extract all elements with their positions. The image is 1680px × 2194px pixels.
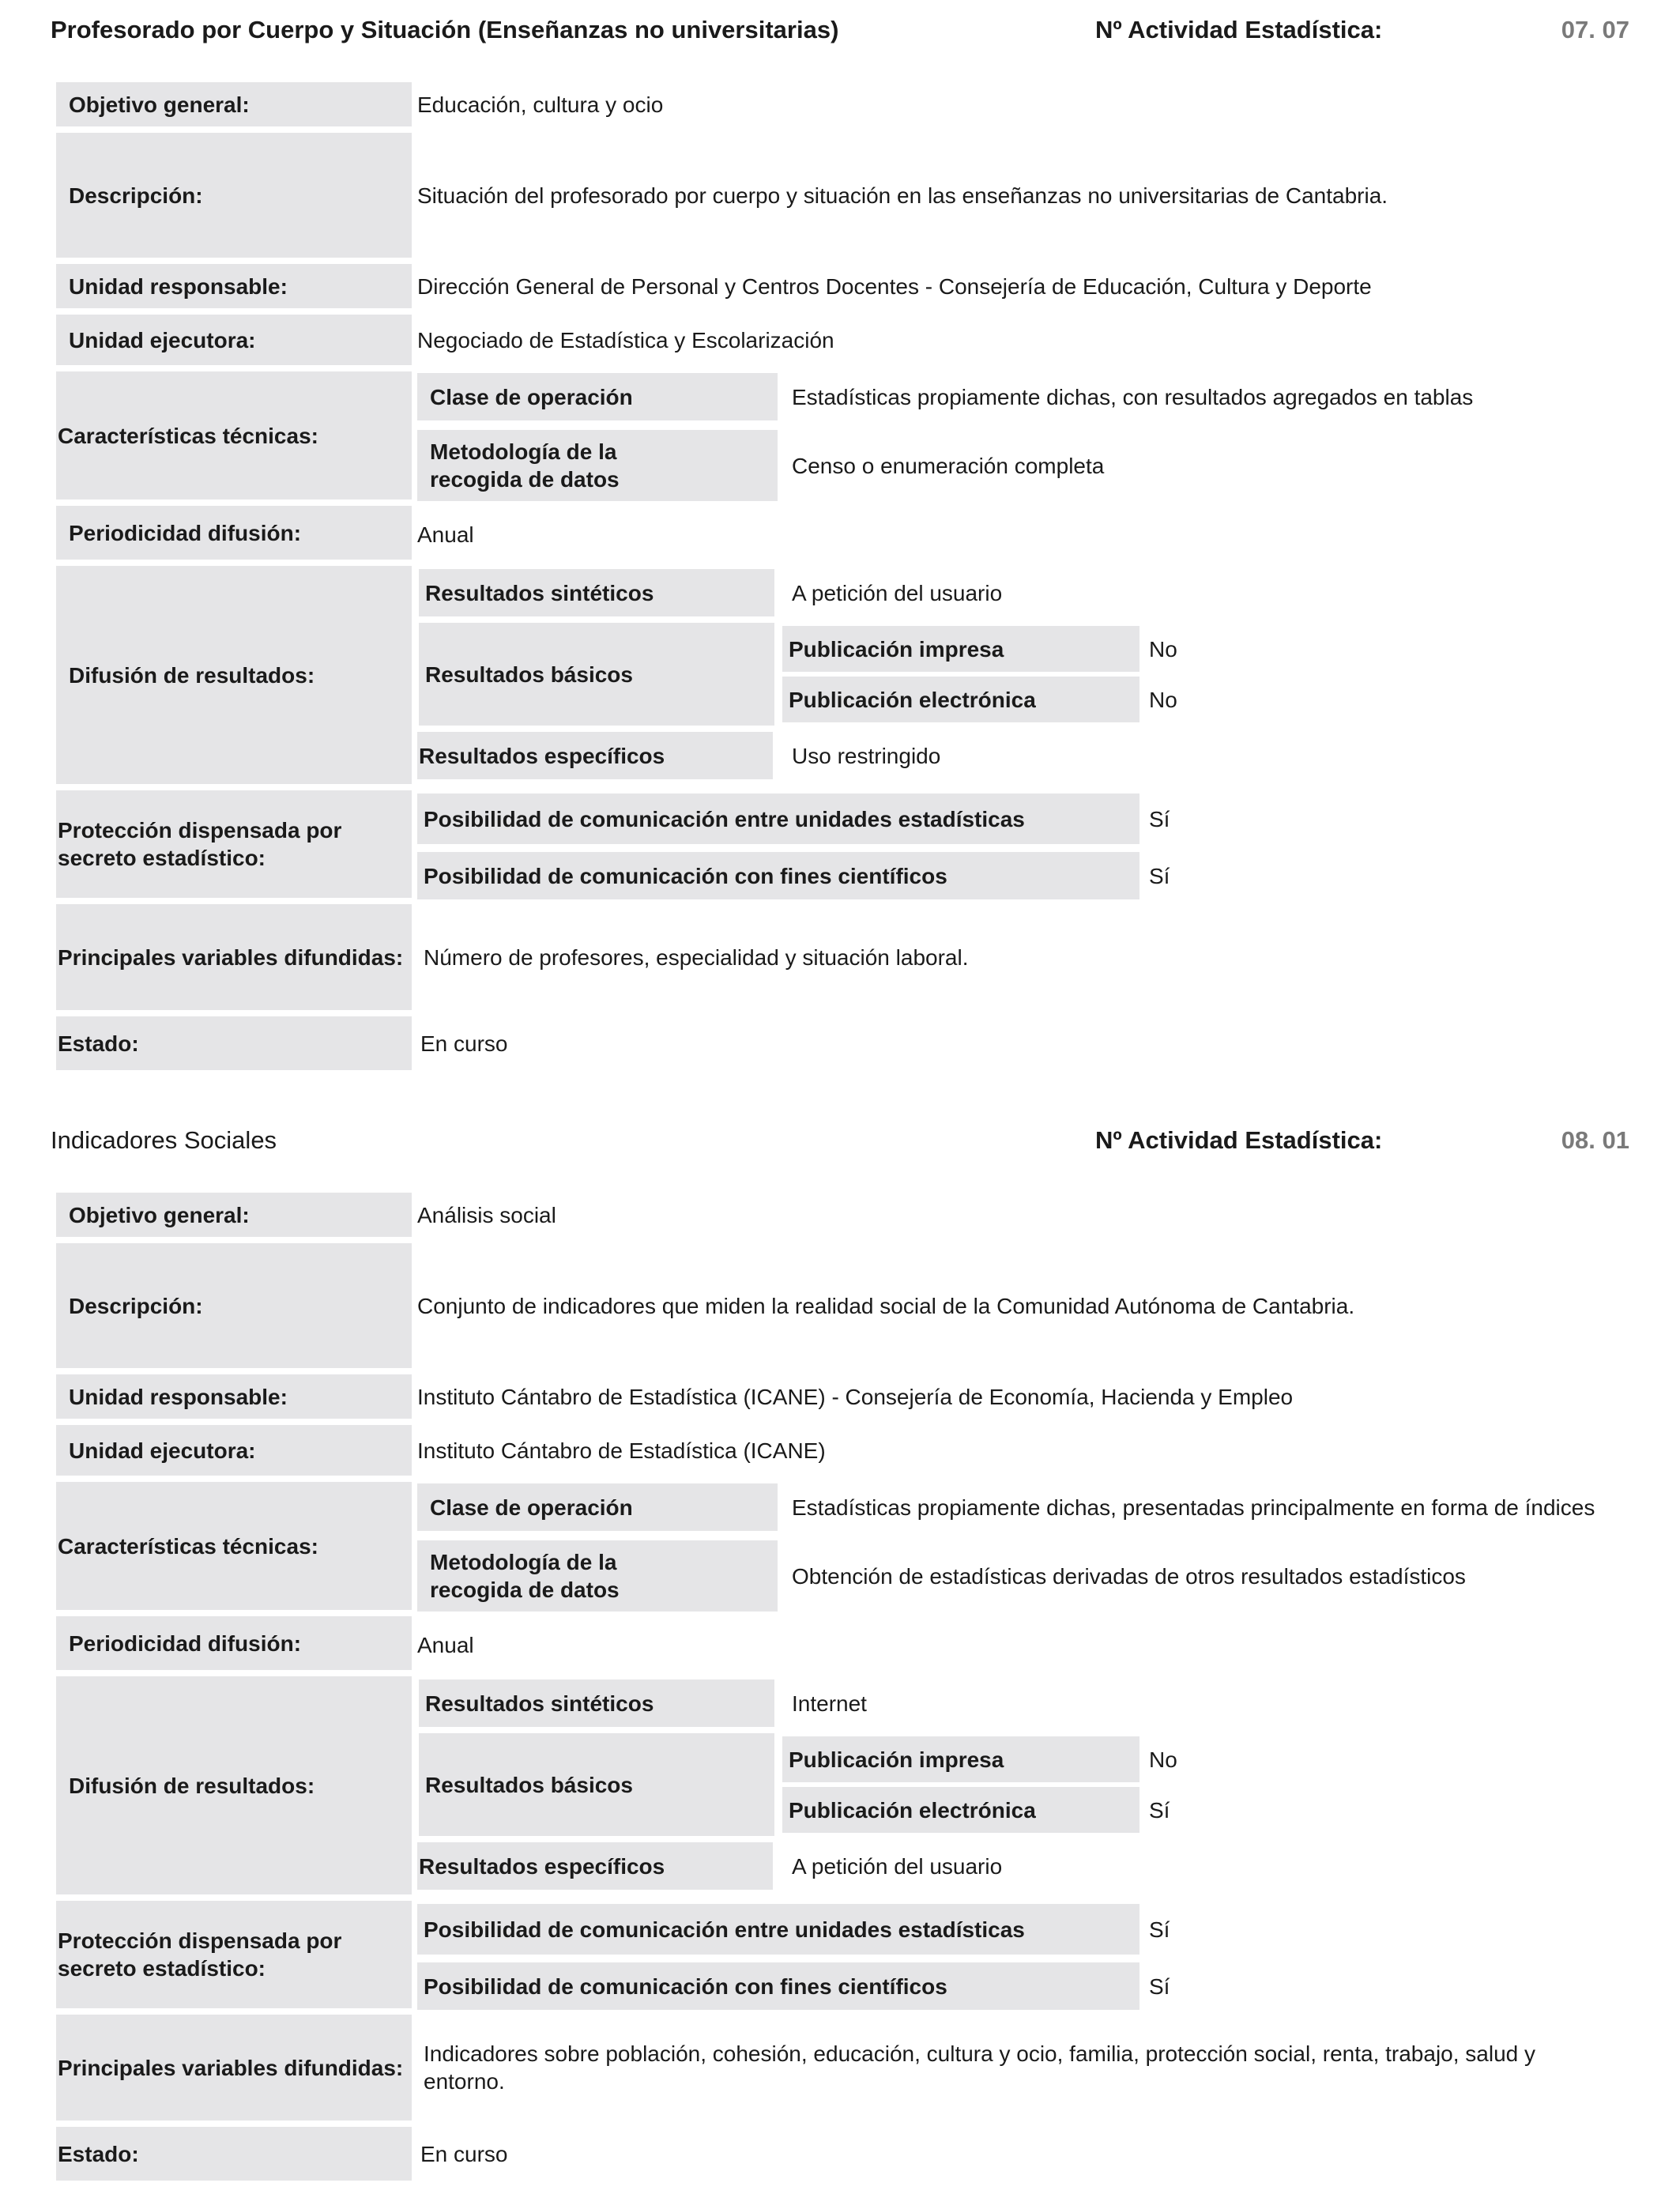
res-especificos-value: Uso restringido [792, 743, 941, 768]
activity-title: Profesorado por Cuerpo y Situación (Enseñanzas no universitarias) [51, 16, 839, 43]
activity-number: 08. 01 [1561, 1126, 1629, 1154]
clase-operacion-label: Clase de operación [417, 1483, 778, 1531]
descripcion-value: Conjunto de indicadores que miden la realidad social de la Comunidad Autónoma de Cantabria. [417, 1293, 1355, 1318]
unidad-ejecutora-value: Negociado de Estadística y Escolarización [417, 327, 834, 352]
posib-unidades-value: Sí [1149, 1917, 1170, 1942]
proteccion-label: Protección dispensada por secreto estadístico: [56, 1901, 412, 2008]
variables-value: Indicadores sobre población, cohesión, educación, cultura y ocio, familia, protección social, renta, trabajo, salud y entorno. [424, 2041, 1536, 2094]
objetivo-label: Objetivo general: [56, 82, 412, 126]
posib-cientificos-value: Sí [1149, 1973, 1170, 1999]
unidad-ejecutora-label: Unidad ejecutora: [56, 315, 412, 365]
unidad-responsable-label: Unidad responsable: [56, 264, 412, 308]
res-especificos-label: Resultados específicos [417, 732, 773, 779]
metodologia-label: Metodología de la recogida de datos [417, 1540, 778, 1612]
metodologia-label: Metodología de la recogida de datos [417, 430, 778, 501]
caracteristicas-label: Características técnicas: [56, 371, 412, 499]
pub-impresa-label: Publicación impresa [782, 1736, 1139, 1782]
res-sinteticos-label: Resultados sintéticos [419, 569, 774, 616]
estado-label: Estado: [56, 1016, 412, 1070]
posib-unidades-value: Sí [1149, 806, 1170, 831]
descripcion-label: Descripción: [56, 1243, 412, 1368]
activity-number-label: Nº Actividad Estadística: [1095, 1126, 1383, 1154]
objetivo-label: Objetivo general: [56, 1193, 412, 1237]
posib-cientificos-label: Posibilidad de comunicación con fines científicos [417, 852, 1139, 899]
unidad-ejecutora-value: Instituto Cántabro de Estadística (ICANE) [417, 1438, 826, 1463]
difusion-label: Difusión de resultados: [56, 566, 412, 784]
estado-label: Estado: [56, 2127, 412, 2181]
objetivo-value: Análisis social [417, 1202, 556, 1227]
res-sinteticos-value: A petición del usuario [792, 580, 1003, 605]
res-sinteticos-value: Internet [792, 1691, 867, 1716]
res-especificos-label: Resultados específicos [417, 1842, 773, 1890]
variables-label: Principales variables difundidas: [56, 904, 412, 1010]
unidad-responsable-value: Dirección General de Personal y Centros Docentes - Consejería de Educación, Cultura y Deporte [417, 273, 1372, 299]
posib-unidades-label: Posibilidad de comunicación entre unidades estadísticas [417, 1904, 1139, 1955]
metodologia-value: Obtención de estadísticas derivadas de otros resultados estadísticos [792, 1563, 1466, 1589]
periodicidad-value: Anual [417, 522, 474, 547]
posib-cientificos-value: Sí [1149, 863, 1170, 888]
metodologia-value: Censo o enumeración completa [792, 453, 1105, 478]
pub-electronica-label: Publicación electrónica [782, 677, 1139, 722]
activity-title: Indicadores Sociales [51, 1126, 277, 1154]
periodicidad-value: Anual [417, 1632, 474, 1657]
pub-electronica-value: No [1149, 687, 1177, 712]
clase-operacion-label: Clase de operación [417, 373, 778, 420]
descripcion-value: Situación del profesorado por cuerpo y situación en las enseñanzas no universitarias de Cantabria. [417, 183, 1388, 208]
pub-electronica-label: Publicación electrónica [782, 1787, 1139, 1833]
res-basicos-label: Resultados básicos [419, 1733, 774, 1836]
clase-operacion-value: Estadísticas propiamente dichas, presentadas principalmente en forma de índices [792, 1495, 1595, 1520]
periodicidad-label: Periodicidad difusión: [56, 1616, 412, 1670]
posib-cientificos-label: Posibilidad de comunicación con fines científicos [417, 1962, 1139, 2010]
caracteristicas-label: Características técnicas: [56, 1482, 412, 1610]
unidad-responsable-value: Instituto Cántabro de Estadística (ICANE) - Consejería de Economía, Hacienda y Empleo [417, 1384, 1294, 1409]
res-basicos-label: Resultados básicos [419, 623, 774, 726]
res-sinteticos-label: Resultados sintéticos [419, 1679, 774, 1727]
variables-label: Principales variables difundidas: [56, 2015, 412, 2120]
difusion-label: Difusión de resultados: [56, 1676, 412, 1894]
pub-impresa-value: No [1149, 1747, 1177, 1772]
variables-value: Número de profesores, especialidad y situación laboral. [424, 944, 969, 970]
activity-number: 07. 07 [1561, 16, 1629, 43]
pub-electronica-value: Sí [1149, 1797, 1170, 1823]
res-especificos-value: A petición del usuario [792, 1853, 1003, 1879]
unidad-responsable-label: Unidad responsable: [56, 1374, 412, 1419]
activity-number-label: Nº Actividad Estadística: [1095, 16, 1383, 43]
objetivo-value: Educación, cultura y ocio [417, 92, 664, 117]
proteccion-label: Protección dispensada por secreto estadístico: [56, 790, 412, 898]
clase-operacion-value: Estadísticas propiamente dichas, con resultados agregados en tablas [792, 384, 1474, 409]
posib-unidades-label: Posibilidad de comunicación entre unidades estadísticas [417, 794, 1139, 844]
estado-value: En curso [420, 2141, 508, 2166]
unidad-ejecutora-label: Unidad ejecutora: [56, 1425, 412, 1476]
periodicidad-label: Periodicidad difusión: [56, 506, 412, 560]
estado-value: En curso [420, 1031, 508, 1056]
pub-impresa-value: No [1149, 636, 1177, 662]
descripcion-label: Descripción: [56, 133, 412, 258]
pub-impresa-label: Publicación impresa [782, 626, 1139, 672]
